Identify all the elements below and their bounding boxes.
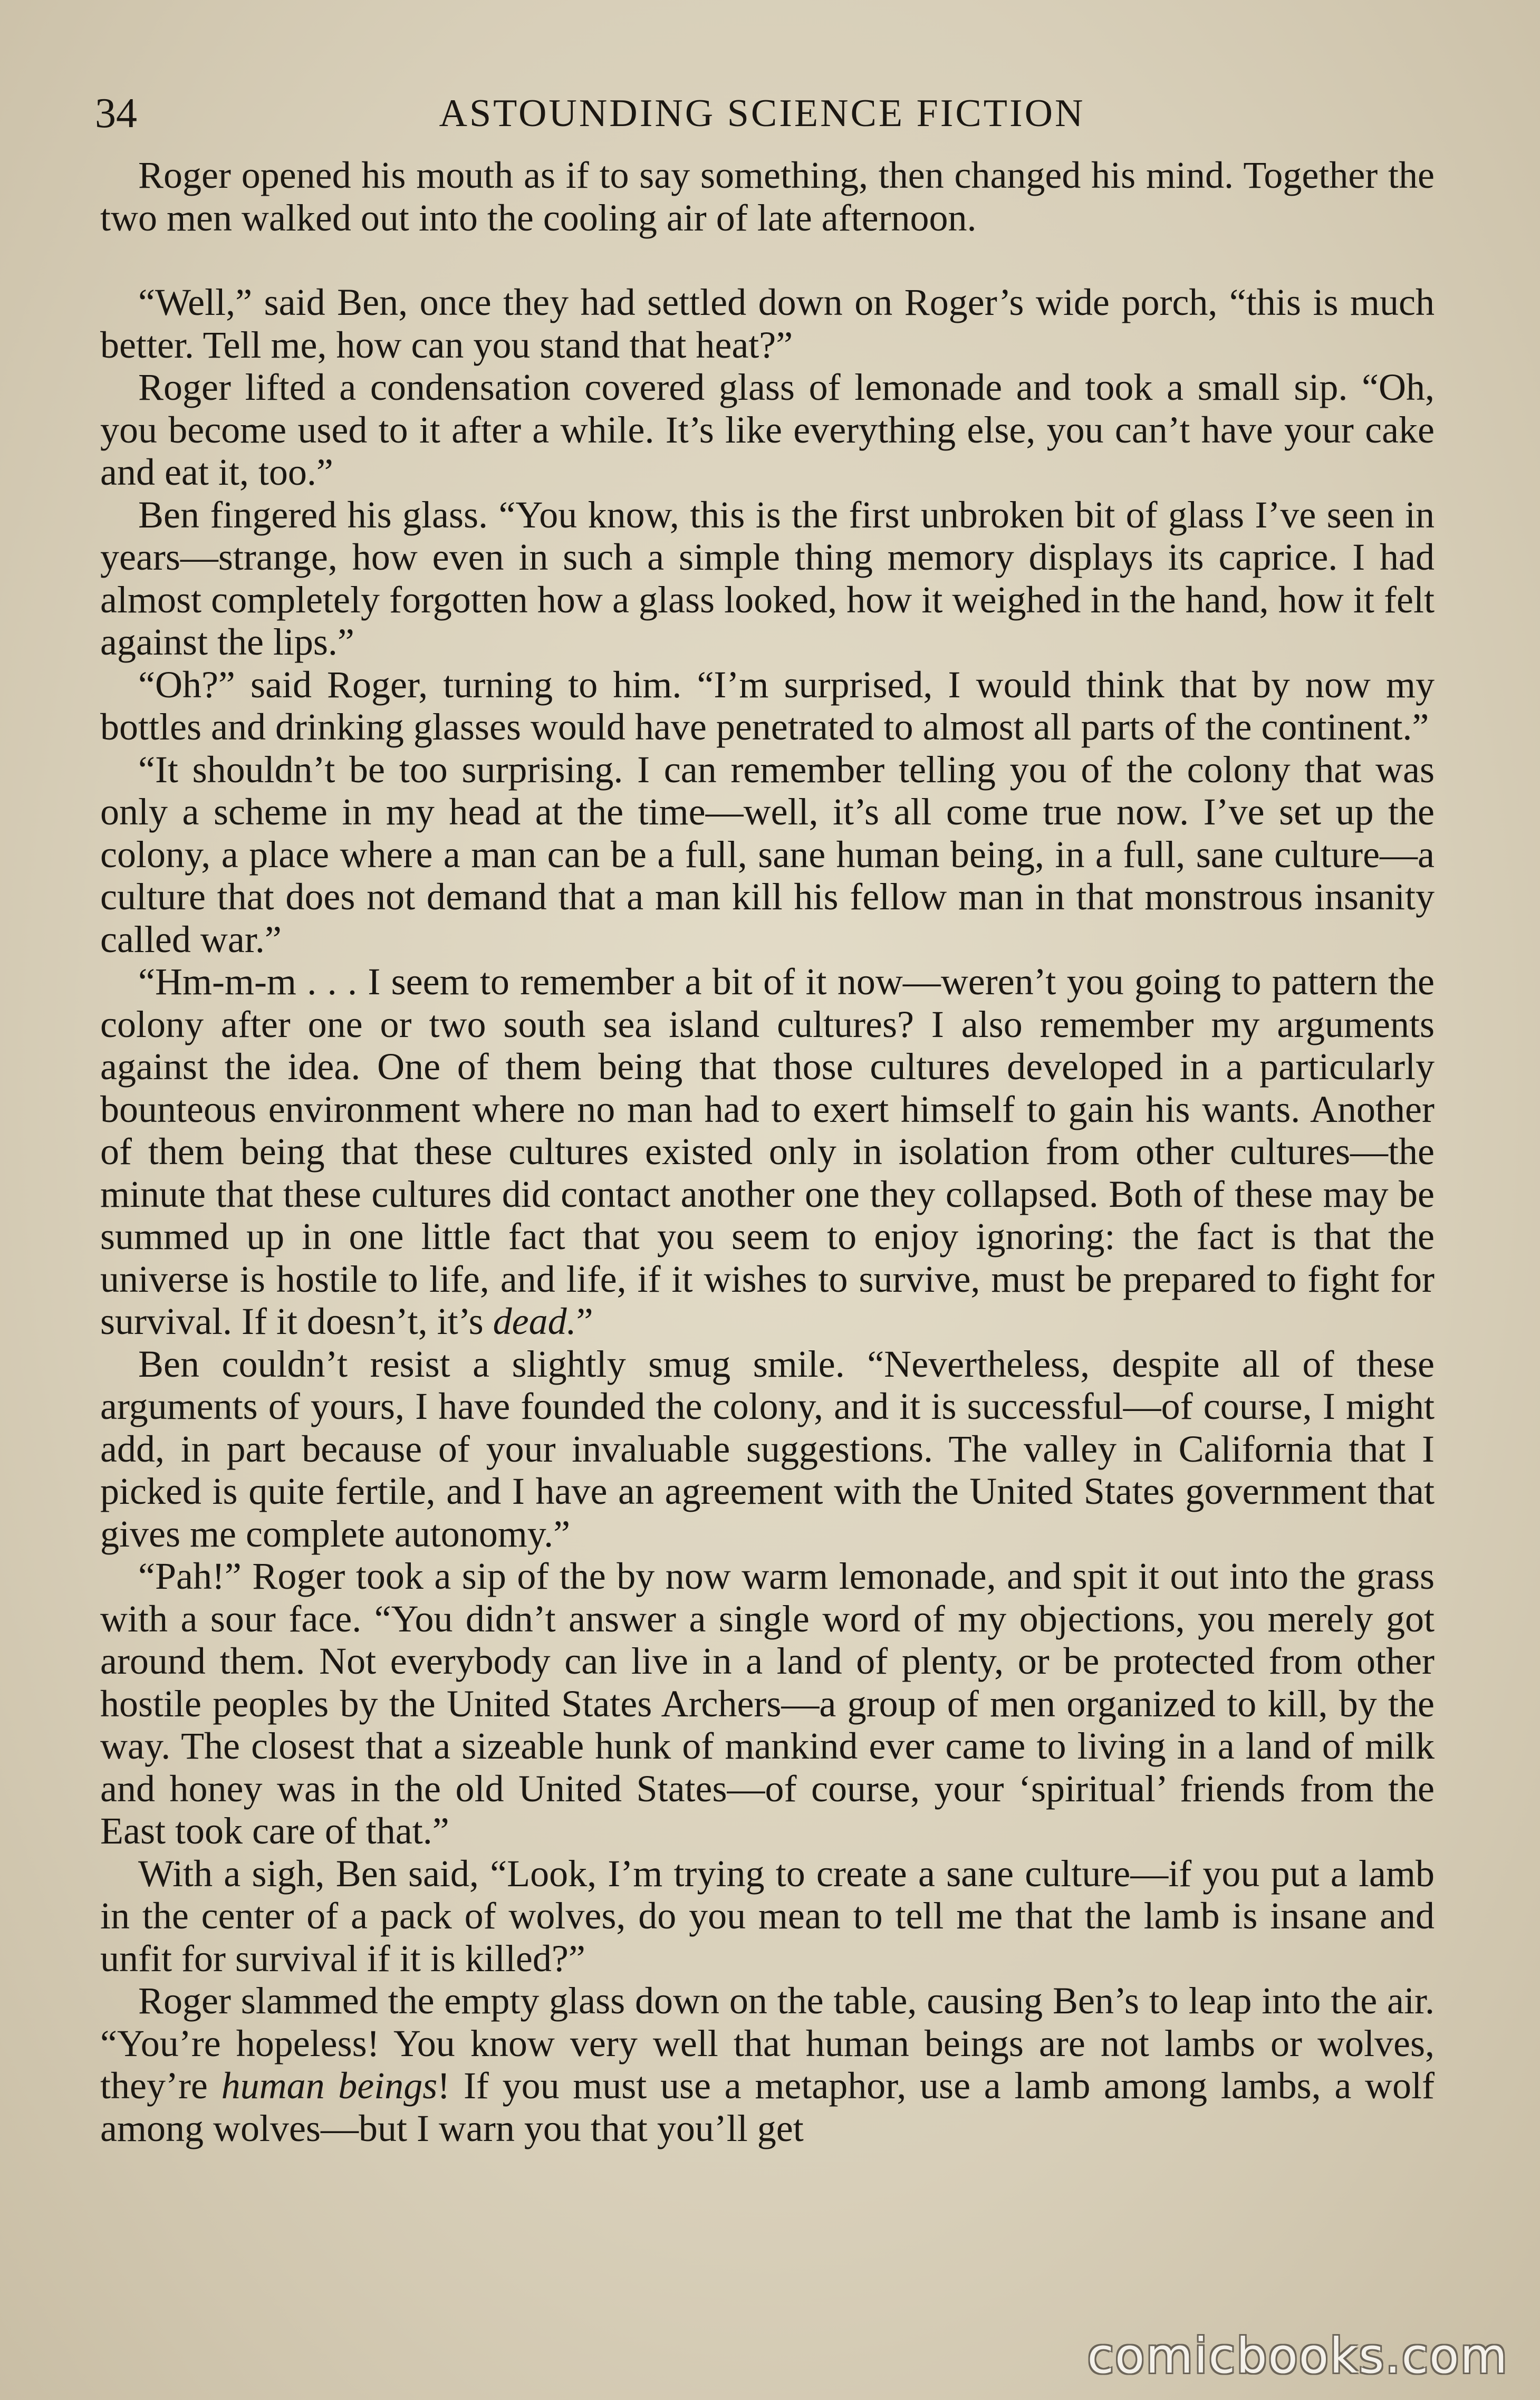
- paragraph: “Oh?” said Roger, turning to him. “I’m surprised, I would think that by now my bottles and drinking glasses would have penetrated to almost all parts of the continent.”: [100, 663, 1435, 748]
- watermark-logo: comicbooks.com: [1087, 2328, 1508, 2384]
- paragraph-text: “Hm-m-m . . . I seem to remember a bit of it now—weren’t you going to pattern the colony after one or two south sea island cultures? I also remember my arguments against the idea. One of them being that those cultures developed in a particularly bounteous environment where no man had to exert himself to gain his wants. Another of them being that these cultures existed only in isolation from other cultures—the minute that these cultures did contact another one they collapsed. Both of these may be summed up in one little fact that you seem to enjoy ignoring: the fact is that the universe is hostile to life, and life, if it wishes to survive, must be prepared to fight for survival. If it doesn’t, it’s: [100, 961, 1435, 1342]
- paragraph: Roger lifted a condensation covered glass of lemonade and took a small sip. “Oh, you become used to it after a while. It’s like everything else, you can’t have your cake and eat it, too.”: [100, 366, 1435, 493]
- page-header: [95, 84, 1429, 142]
- page-number: 34: [95, 90, 137, 137]
- running-head: ASTOUNDING SCIENCE FICTION: [439, 92, 1085, 135]
- paragraph: “It shouldn’t be too surprising. I can remember telling you of the colony that was only a scheme in my head at the time—well, it’s all come true now. I’ve set up the colony, a place where a man can be a full, sane human being, in a full, sane culture—a culture that does not demand that a man kill his fellow man in that monstrous insanity called war.”: [100, 748, 1435, 961]
- paragraph: “Pah!” Roger took a sip of the by now warm lemonade, and spit it out into the grass with a sour face. “You didn’t answer a single word of my objections, you merely got around them. Not everybody can live in a land of plenty, or be protected from other hostile peoples by the United States Archers—a group of men organized to kill, by the way. The closest that a sizeable hunk of mankind ever came to living in a land of milk and honey was in the old United States—of course, your ‘spiritual’ friends from the East took care of that.”: [100, 1555, 1435, 1852]
- italic-text: dead.: [493, 1300, 576, 1342]
- paragraph: Ben fingered his glass. “You know, this is the first unbroken bit of glass I’ve seen in years—strange, how even in such a simple thing memory displays its caprice. I had almost completely forgotten how a glass looked, how it weighed in the hand, how it felt against the lips.”: [100, 493, 1435, 663]
- paragraph: [100, 1980, 1435, 2149]
- paragraph: Ben couldn’t resist a slightly smug smile. “Nevertheless, despite all of these arguments of yours, I have founded the colony, and it is successful—of course, I might add, in part because of your invaluable suggestions. The valley in California that I picked is quite fertile, and I have an agreement with the United States government that gives me complete autonomy.”: [100, 1342, 1435, 1555]
- paragraph-text: Roger slammed the empty glass down on the table, causing Ben’s to leap into the air. “You’re hopeless! You know very well that human beings are not lambs or wolves, they’re: [100, 1980, 1435, 2107]
- italic-text: human beings: [221, 2065, 438, 2107]
- paragraph: [100, 961, 1435, 1343]
- paragraph: With a sigh, Ben said, “Look, I’m trying to create a sane culture—if you put a lamb in the center of a pack of wolves, do you mean to tell me that the lamb is insane and unfit for survival if it is killed?”: [100, 1852, 1435, 1980]
- paragraph: “Well,” said Ben, once they had settled down on Roger’s wide porch, “this is much better. Tell me, how can you stand that heat?”: [100, 281, 1435, 366]
- paragraph-text: ! If you must use a metaphor, use a lamb among lambs, a wolf among wolves—but I warn you that you’ll get: [100, 2065, 1435, 2149]
- paragraph: Roger opened his mouth as if to say something, then changed his mind. Together the two men walked out into the cooling air of late afternoon.: [100, 154, 1435, 239]
- closing-quote: ”: [576, 1300, 593, 1342]
- story-text: [100, 154, 1435, 2149]
